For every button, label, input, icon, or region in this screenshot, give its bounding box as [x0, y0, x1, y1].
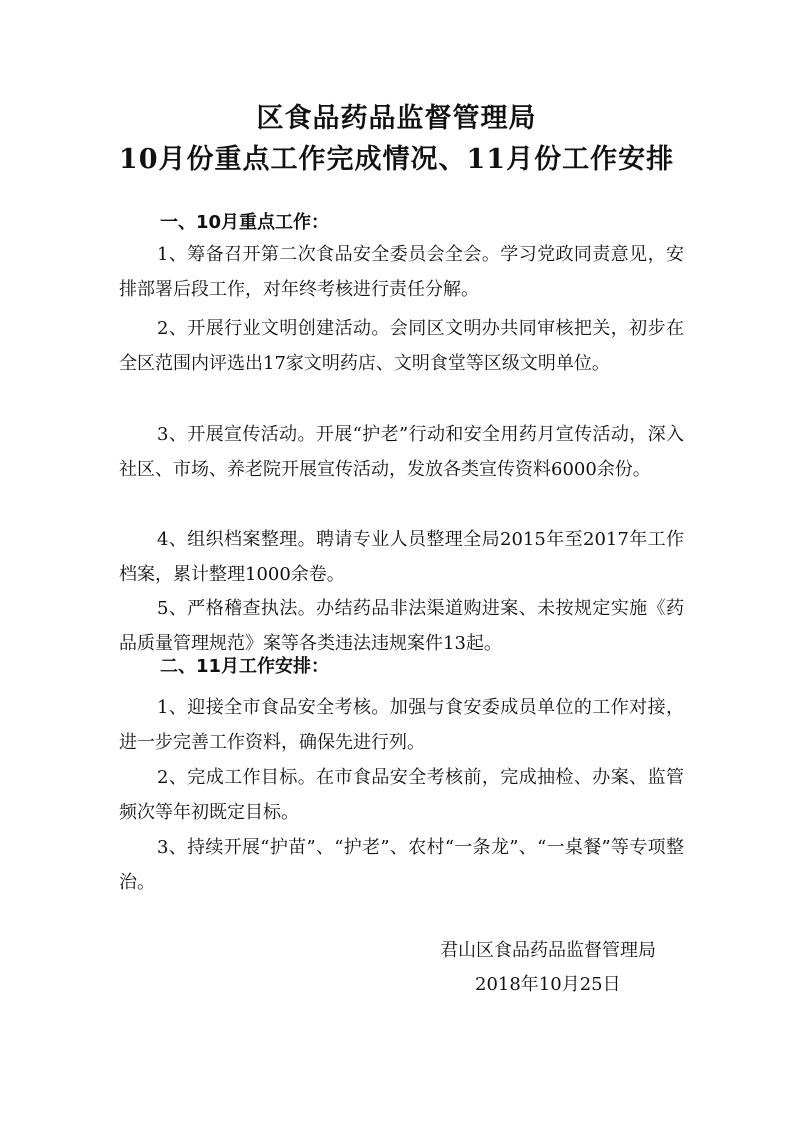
- signature-date: 2018年10月25日: [475, 974, 621, 995]
- section2-item-1: 1、迎接全市食品安全考核。加强与食安委成员单位的工作对接，进一步完善工作资料，确保先进行列。: [119, 697, 684, 753]
- section1-item-1: 1、筹备召开第二次食品安全委员会全会。学习党政同责意见，安排部署后段工作，对年终考核进行责任分解。: [119, 244, 684, 300]
- signature-organization: 君山区食品药品监督管理局: [440, 940, 656, 961]
- document-title-line1: 区食品药品监督管理局: [256, 103, 537, 134]
- section2-item-2: 2、完成工作目标。在市食品安全考核前，完成抽检、办案、监管频次等年初既定目标。: [119, 767, 684, 823]
- document-title-line2: 10月份重点工作完成情况、11月份工作安排: [118, 144, 675, 175]
- section1-item-4: 4、组织档案整理。聘请专业人员整理全局2015年至2017年工作档案，累计整理1000余卷。: [119, 529, 684, 585]
- section1-heading: 一、10月重点工作：: [160, 212, 330, 233]
- section1-item-3: 3、开展宣传活动。开展“护老”行动和安全用药月宣传活动，深入社区、市场、养老院开展宣传活动，发放各类宣传资料6000余份。: [119, 424, 684, 480]
- section1-item-5: 5、严格稽查执法。办结药品非法渠道购进案、未按规定实施《药品质量管理规范》案等各类违法违规案件13起。: [119, 598, 684, 654]
- section2-heading: 二、11月工作安排：: [160, 656, 330, 677]
- section2-item-3: 3、持续开展“护苗”、“护老”、农村“一条龙”、“一桌餐”等专项整治。: [119, 837, 684, 893]
- section1-item-2: 2、开展行业文明创建活动。会同区文明办共同审核把关，初步在全区范围内评选出17家文明药店、文明食堂等区级文明单位。: [119, 318, 684, 374]
